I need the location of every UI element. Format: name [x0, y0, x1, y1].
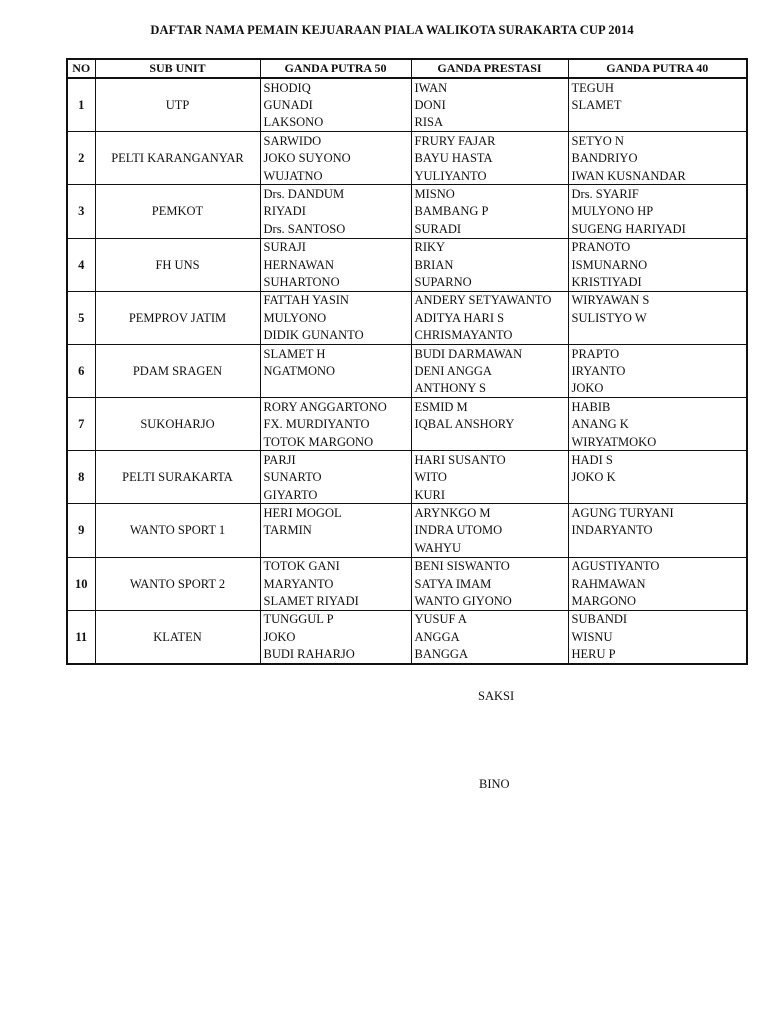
player-name-cell: MULYONO	[260, 309, 411, 326]
player-name-cell: Drs. SYARIF	[568, 185, 747, 203]
witness-label: SAKSI	[478, 689, 515, 703]
sub-unit-cell: PEMPROV JATIM	[95, 291, 260, 344]
player-name-cell: PRANOTO	[568, 238, 747, 256]
player-name-cell: SUGENG HARIYADI	[568, 220, 747, 238]
player-name-cell: ANGGA	[411, 628, 568, 645]
player-name-cell: JOKO	[260, 628, 411, 645]
row-number: 1	[67, 78, 95, 132]
player-name-cell: WAHYU	[411, 539, 568, 557]
player-name-cell: BRIAN	[411, 256, 568, 273]
table-row	[67, 504, 747, 522]
player-name-cell: WITO	[411, 469, 568, 486]
player-name-cell: NGATMONO	[260, 362, 411, 379]
player-name-cell: ADITYA HARI S	[411, 309, 568, 326]
player-name-cell: YULIYANTO	[411, 167, 568, 185]
player-name-cell: BANGGA	[411, 646, 568, 664]
player-name-cell: IRYANTO	[568, 362, 747, 379]
player-name-cell: KRISTIYADI	[568, 273, 747, 291]
player-name-cell: TUNGGUL P	[260, 610, 411, 628]
sub-unit-cell: WANTO SPORT 2	[95, 557, 260, 610]
player-name-cell: JOKO K	[568, 469, 747, 486]
row-number: 5	[67, 291, 95, 344]
player-name-cell: JOKO SUYONO	[260, 150, 411, 167]
player-name-cell: PARJI	[260, 451, 411, 469]
player-name-cell: MISNO	[411, 185, 568, 203]
sub-unit-cell: PELTI KARANGANYAR	[95, 132, 260, 185]
player-name-cell: HABIB	[568, 398, 747, 416]
sub-unit-cell: KLATEN	[95, 610, 260, 664]
player-name-cell: KURI	[411, 486, 568, 504]
sub-unit-cell: UTP	[95, 78, 260, 132]
table-row	[67, 185, 747, 203]
player-name-cell: SUNARTO	[260, 469, 411, 486]
table-row	[67, 132, 747, 150]
player-name-cell: GIYARTO	[260, 486, 411, 504]
player-name-cell: FATTAH YASIN	[260, 291, 411, 309]
sub-unit-cell: FH UNS	[95, 238, 260, 291]
player-name-cell: SULISTYO W	[568, 309, 747, 326]
player-name-cell: SUHARTONO	[260, 273, 411, 291]
player-name-cell: DONI	[411, 96, 568, 113]
player-name-cell: BUDI RAHARJO	[260, 646, 411, 664]
player-name-cell: FX. MURDIYANTO	[260, 415, 411, 432]
player-name-cell: ANANG K	[568, 415, 747, 432]
sub-unit-cell: PEMKOT	[95, 185, 260, 238]
player-name-cell: BUDI DARMAWAN	[411, 344, 568, 362]
sub-unit-cell: PELTI SURAKARTA	[95, 451, 260, 504]
header-ganda-putra-40: GANDA PUTRA 40	[568, 59, 747, 78]
player-name-cell: RIKY	[411, 238, 568, 256]
row-number: 9	[67, 504, 95, 557]
player-name-cell	[568, 326, 747, 344]
table-row	[67, 557, 747, 575]
player-name-cell: WIRYAWAN S	[568, 291, 747, 309]
player-name-cell: MARGONO	[568, 592, 747, 610]
player-name-cell: WUJATNO	[260, 167, 411, 185]
player-name-cell: TARMIN	[260, 522, 411, 539]
player-name-cell: AGUNG TURYANI	[568, 504, 747, 522]
player-name-cell: SLAMET RIYADI	[260, 592, 411, 610]
player-name-cell: SUBANDI	[568, 610, 747, 628]
table-row	[67, 78, 747, 96]
player-name-cell: GUNADI	[260, 96, 411, 113]
table-row	[67, 451, 747, 469]
player-name-cell: FRURY FAJAR	[411, 132, 568, 150]
player-name-cell: AGUSTIYANTO	[568, 557, 747, 575]
player-name-cell: BAYU HASTA	[411, 150, 568, 167]
player-name-cell: IWAN KUSNANDAR	[568, 167, 747, 185]
player-name-cell	[260, 539, 411, 557]
table-row	[67, 238, 747, 256]
player-name-cell: SHODIQ	[260, 78, 411, 96]
player-name-cell: SURAJI	[260, 238, 411, 256]
player-name-cell: CHRISMAYANTO	[411, 326, 568, 344]
player-name-cell	[568, 486, 747, 504]
row-number: 3	[67, 185, 95, 238]
player-name-cell: RORY ANGGARTONO	[260, 398, 411, 416]
player-name-cell: SURADI	[411, 220, 568, 238]
document-title: DAFTAR NAMA PEMAIN KEJUARAAN PIALA WALIKOTA SURAKARTA CUP 2014	[150, 23, 634, 37]
row-number: 11	[67, 610, 95, 664]
player-name-cell: TEGUH	[568, 78, 747, 96]
player-name-cell: HARI SUSANTO	[411, 451, 568, 469]
player-name-cell: INDRA UTOMO	[411, 522, 568, 539]
table-row	[67, 291, 747, 309]
player-name-cell: RISA	[411, 114, 568, 132]
player-name-cell	[260, 380, 411, 398]
player-name-cell: DIDIK GUNANTO	[260, 326, 411, 344]
player-name-cell: Drs. SANTOSO	[260, 220, 411, 238]
player-name-cell: ISMUNARNO	[568, 256, 747, 273]
player-name-cell	[568, 114, 747, 132]
table-header-row	[67, 59, 747, 78]
table-row	[67, 398, 747, 416]
table-row	[67, 610, 747, 628]
player-name-cell	[411, 433, 568, 451]
player-name-cell: BANDRIYO	[568, 150, 747, 167]
row-number: 6	[67, 344, 95, 397]
player-name-cell: SLAMET H	[260, 344, 411, 362]
table-row	[67, 344, 747, 362]
player-roster-table	[66, 58, 748, 665]
player-name-cell: WIRYATMOKO	[568, 433, 747, 451]
player-name-cell: IWAN	[411, 78, 568, 96]
player-name-cell: RAHMAWAN	[568, 575, 747, 592]
table-body	[67, 78, 747, 664]
player-name-cell: BENI SISWANTO	[411, 557, 568, 575]
player-name-cell: SLAMET	[568, 96, 747, 113]
player-name-cell: MARYANTO	[260, 575, 411, 592]
player-name-cell: TOTOK GANI	[260, 557, 411, 575]
player-name-cell: YUSUF A	[411, 610, 568, 628]
player-name-cell: MULYONO HP	[568, 203, 747, 220]
witness-name: BINO	[479, 777, 510, 791]
player-name-cell: HERNAWAN	[260, 256, 411, 273]
player-name-cell: ANDERY SETYAWANTO	[411, 291, 568, 309]
player-name-cell: SUPARNO	[411, 273, 568, 291]
player-name-cell: INDARYANTO	[568, 522, 747, 539]
player-name-cell: HERI MOGOL	[260, 504, 411, 522]
player-name-cell: WANTO GIYONO	[411, 592, 568, 610]
header-sub-unit: SUB UNIT	[95, 59, 260, 78]
player-name-cell: RIYADI	[260, 203, 411, 220]
player-name-cell: TOTOK MARGONO	[260, 433, 411, 451]
player-name-cell: HADI S	[568, 451, 747, 469]
player-name-cell: WISNU	[568, 628, 747, 645]
sub-unit-cell: PDAM SRAGEN	[95, 344, 260, 397]
player-name-cell: DENI ANGGA	[411, 362, 568, 379]
player-name-cell: SETYO N	[568, 132, 747, 150]
player-name-cell: SATYA IMAM	[411, 575, 568, 592]
player-name-cell: ESMID M	[411, 398, 568, 416]
header-no: NO	[67, 59, 95, 78]
player-name-cell: ARYNKGO M	[411, 504, 568, 522]
row-number: 8	[67, 451, 95, 504]
header-ganda-prestasi: GANDA PRESTASI	[411, 59, 568, 78]
player-name-cell: JOKO	[568, 380, 747, 398]
player-name-cell: ANTHONY S	[411, 380, 568, 398]
row-number: 10	[67, 557, 95, 610]
player-name-cell	[568, 539, 747, 557]
player-name-cell: SARWIDO	[260, 132, 411, 150]
header-ganda-putra-50: GANDA PUTRA 50	[260, 59, 411, 78]
sub-unit-cell: SUKOHARJO	[95, 398, 260, 451]
player-name-cell: LAKSONO	[260, 114, 411, 132]
row-number: 4	[67, 238, 95, 291]
sub-unit-cell: WANTO SPORT 1	[95, 504, 260, 557]
player-name-cell: IQBAL ANSHORY	[411, 415, 568, 432]
row-number: 2	[67, 132, 95, 185]
player-name-cell: Drs. DANDUM	[260, 185, 411, 203]
player-name-cell: HERU P	[568, 646, 747, 664]
player-name-cell: PRAPTO	[568, 344, 747, 362]
player-name-cell: BAMBANG P	[411, 203, 568, 220]
row-number: 7	[67, 398, 95, 451]
